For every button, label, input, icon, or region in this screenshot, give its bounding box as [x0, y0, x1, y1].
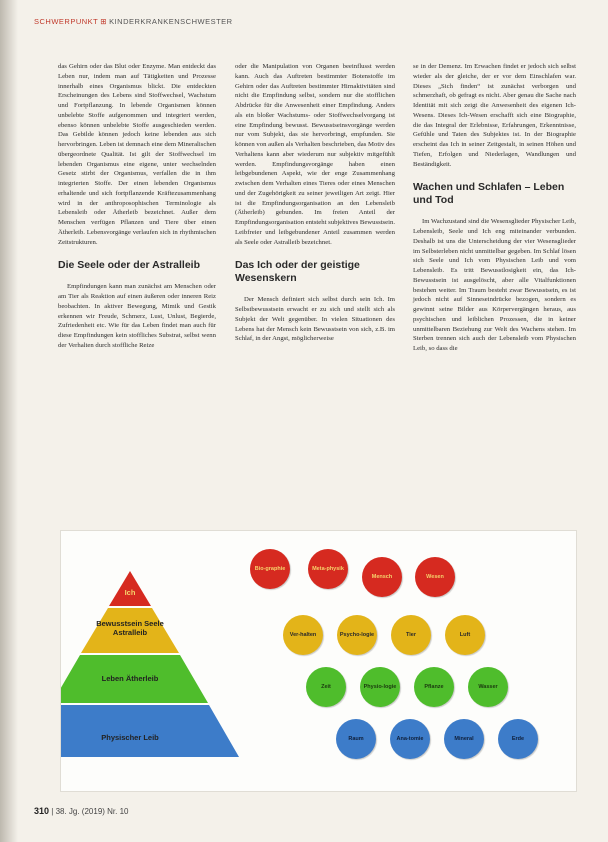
circle-wasser: Wasser	[468, 667, 508, 707]
circle-biographie: Bio-graphie	[250, 549, 290, 589]
text-column-3	[413, 62, 576, 354]
circle-metaphysik: Meta-physik	[308, 549, 348, 589]
wesensglieder-figure	[60, 530, 577, 792]
pyramid-label: Ich	[124, 588, 136, 597]
page-footer	[34, 806, 129, 816]
page-gutter-shadow	[0, 0, 18, 842]
circle-verhalten: Ver-halten	[283, 615, 323, 655]
header-title: KINDERKRANKENSCHWESTER	[109, 17, 233, 26]
issue-info: | 38. Jg. (2019) Nr. 10	[51, 807, 129, 816]
paragraph: Der Mensch definiert sich selbst durch sein Ich. Im Selbstbewusstsein erwacht er zu sich und stellt sich als Subjekt der Welt gegenüber. In vielen Situationen des Lebens hat der Mensch kein Bewusstsein von sich, z.B. im Schlaf, in der Angst, möglicherweise	[235, 296, 395, 343]
circle-mensch: Mensch	[362, 557, 402, 597]
paragraph: Im Wachzustand sind die Wesensglieder Physischer Leib, Lebensleib, Seele und Ich eng miteinander verbunden. Deshalb ist uns die Unterscheidung der vier Wesensglieder im Selbsterleben nicht unmittelbar gegeben. Im Schlaf lösen sich Seele und Ich vom Physischen Leib und vom Lebensleib. Es tritt Bewusstlosigkeit ein, das Ich-Bewusstsein ist ausgelöscht, aber alle Vitalfunktionen bestehen weiter. Im Traum besteht zwar Bewusstsein, es ist jedoch nicht auf Sinneseindrücke bezogen, sondern es gewinnt seine Bilder aus Körpervergängen heraus, aus psychischen und leiblichen Prozessen, die in keiner unmittelbaren Beziehung zur Welt des Wachens stehen. Im Sterben trennen sich auch der Lebensleib vom Physischen Leib, so dass die	[413, 218, 576, 352]
section-heading-wachen: Wachen und Schlafen – Leben und Tod	[413, 181, 565, 207]
circle-wesen: Wesen	[415, 557, 455, 597]
circle-mineral: Mineral	[444, 719, 484, 759]
circle-erde: Erde	[498, 719, 538, 759]
circle-luft: Luft	[445, 615, 485, 655]
pyramid-label: Bewusstsein Seele Astralleib	[96, 619, 164, 637]
circle-anatomie: Ana-tomie	[390, 719, 430, 759]
header-separator-icon: ⊞	[100, 17, 108, 26]
pyramid-graphic	[61, 531, 281, 791]
text-column-1	[58, 62, 216, 351]
paragraph: Empfindungen kann man zunächst am Menschen oder am Tier als Reaktion auf einen äußeren oder inneren Reiz beobachten. In aktiver Bewegung, Mimik und Gestik erkennen wir Freude, Schmerz, Lust, Unlust, Begierde, Zufriedenheit etc. Wie für das Leben findet man auch für diese Empfindungen kein stoffliches Substrat, selbst wenn der Verhalten durch stoffliche Reize	[58, 283, 216, 349]
circle-physiologie: Physio-logie	[360, 667, 400, 707]
circle-psychologie: Psycho-logie	[337, 615, 377, 655]
text-column-2	[235, 62, 395, 344]
pyramid-label: Physischer Leib	[101, 733, 159, 742]
pyramid-level-physisch	[61, 705, 239, 757]
paragraph: se in der Demenz. Im Erwachen findet er jedoch sich selbst wieder als der gleiche, der er vor dem Einschlafen war. Dieses „Sich finden“ ist zunächst verborgen und schmerzhaft, ob gefragt es nicht. Aber genau die Sache nach Identität mit sich zeigt die Anwesenheit des eigenen Ich-Wesens. Dieses Ich-Wesen erschafft sich eine Biographie, die das Integral der Erlebnisse, Erfahrungen, Erkenntnisse, Gefühle und Taten des Subjektes ist. In der Biographie erscheint das Ich in seiner Zeitgestalt, in seinen Höhen und Tiefen, Erfolgen und Niederlagen, Wandlungen und Beständigkeit.	[413, 63, 576, 168]
section-heading-seele: Die Seele oder der Astralleib	[58, 259, 201, 272]
circle-zeit: Zeit	[306, 667, 346, 707]
circle-pflanze: Pflanze	[414, 667, 454, 707]
section-heading-ich: Das Ich oder der geistige Wesenskern	[235, 259, 360, 285]
circle-raum: Raum	[336, 719, 376, 759]
header-section: SCHWERPUNKT	[34, 17, 99, 26]
page-number: 310	[34, 806, 50, 816]
circle-tier: Tier	[391, 615, 431, 655]
paragraph: oder die Manipulation von Organen beeinflusst werden kann. Auch das Auftreten bestimmter Botenstoffe im Gehirn oder das Auftreten bestimmter Hirnaktivitäten sind nicht die Empfindung selbst, sondern nur die stofflichen Abdrücke für die Anwesenheit einer Empfindung. Anders als ein bloßer Wachstums- oder Stoffwechselvorgang ist eine Empfindung bewusst. Bewusstseinsvorgänge werden nur vom Subjekt, das sie hervorbringt, empfunden. Sie können von außen als Verhalten beschrieben, das Motiv des Verhaltens kann aber wiederum nur subjektiv mitgefühlt werden. Empfindungsvorgänge haben einen leibgebundenen Aspekt, wie der enge Zusammenhang zwischen dem Verhalten eines Tieres oder eines Menschen und der Zugehörigkeit zu seiner jeweiligen Art zeigt. Hier ist die Empfindungsorganisation an den Lebensleib (Ätherleib) gebunden. Im freien Anteil der Empfindungsorganisation entsteht subjektives Bewusstsein. Leibfreier und leibgebundener Anteil zusammen werden als Seele oder Astralleib bezeichnet.	[235, 63, 395, 246]
running-header	[34, 17, 233, 26]
paragraph: das Gehirn oder das Blut oder Enzyme. Man entdeckt das Leben nur, indem man auf Tätigkeiten und Prozesse innerhalb eines Organismus blickt. Die entdeckten Erscheinungen des Lebens sind Stoffwechsel, Wachstum und Fortpflanzung. In lebende Organismen können unbelebte Stoffe aufgenommen und integriert werden, ebenso können unbelebte Stoffe ausgeschieden werden. Das Gebilde können jedoch keine lebenden aus sich hervorbringen. Leben ist demnach eine dem Mineralischen übergeordnete Qualität. Ist gilt der Stoffwechsel im lebenden Organismus eine eigene, unter wechselnden Gesetz stirbt der Organismus, verfallen die in ihm integrierten Stoffe. Der einen lebenden Organismus erhaltende und sich fortpflanzende Kräftezusammenhang wird in der anthroposophischen Terminologie als Lebensleib oder Ätherleib bezeichnet. Außer dem Menschen verfügen Pflanzen und Tiere über einen Ätherleib. Lebensvorgänge verlaufen sich in rhythmischen Zeitstrukturen.	[58, 63, 216, 246]
pyramid-label: Leben Ätherleib	[101, 674, 159, 683]
